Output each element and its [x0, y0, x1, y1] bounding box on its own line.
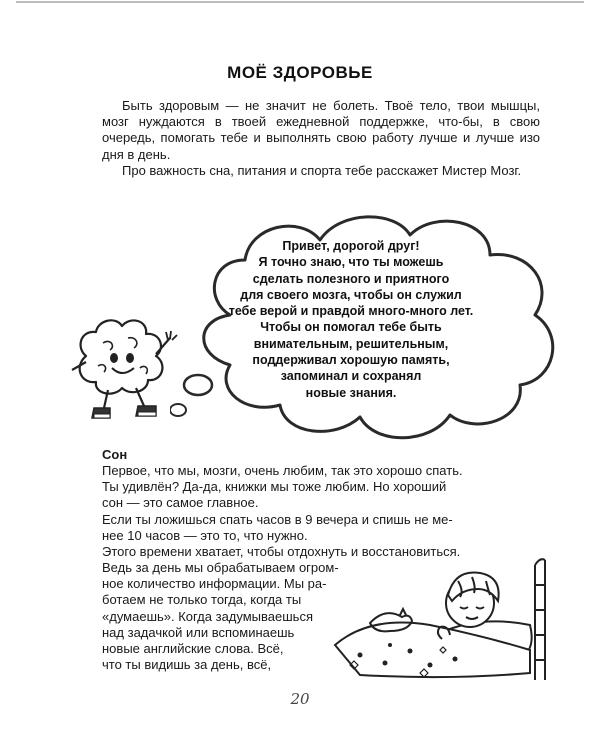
sleeping-girl-illustration [330, 555, 560, 685]
body-line: «думаешь». Когда задумываешься [102, 608, 313, 624]
speech-line: запоминал и сохранял [280, 369, 422, 384]
top-rule [16, 1, 584, 3]
body-line: ботаем не только тогда, когда ты [102, 592, 302, 608]
body-line: новые английские слова. Всё, [102, 641, 284, 657]
speech-line: новые знания. [305, 385, 397, 400]
section-heading-sleep: Сон [102, 447, 128, 462]
page-number: 20 [290, 690, 310, 708]
section-body-wrap [102, 560, 339, 673]
speech-line: поддерживал хорошую память, [252, 353, 450, 368]
speech-line: тебе верой и правдой много-много лет. [228, 304, 474, 319]
speech-line: для своего мозга, чтобы он служил [240, 287, 462, 302]
intro-paragraph-2: Про важность сна, питания и спорта тебе расскажет Мистер Мозг. [122, 163, 522, 178]
body-line: Этого времени хватает, чтобы отдохнуть и восстановиться. [102, 544, 461, 560]
body-line: Первое, что мы, мозги, очень любим, так это хорошо спать. [102, 463, 463, 478]
page-title: МОЁ ЗДОРОВЬЕ [227, 63, 373, 82]
speech-line: Чтобы он помогал тебе быть [260, 320, 442, 335]
speech-line: Я точно знаю, что ты можешь [258, 255, 444, 270]
body-line: сон — это самое главное. [102, 495, 259, 511]
body-line: над задачкой или вспоминаешь [102, 624, 295, 640]
body-line: что ты видишь за день, всё, [102, 657, 272, 673]
body-line: ное количество информации. Мы ра- [102, 576, 327, 592]
body-line: Если ты ложишься спать часов в 9 вечера и спишь не ме- [102, 511, 453, 527]
mister-brain-illustration [58, 308, 188, 428]
speech-line: сделать полезного и приятного [252, 271, 450, 286]
body-line: Ведь за день мы обрабатываем огром- [102, 560, 339, 575]
speech-bubble-text [196, 238, 506, 401]
body-line: нее 10 часов — это то, что нужно. [102, 527, 308, 543]
speech-line: внимательным, решительным, [253, 336, 449, 351]
body-line: Ты удивлён? Да-да, книжки мы тоже любим. Но хороший [102, 479, 447, 495]
section-body-top [102, 463, 542, 560]
intro-paragraph-1: Быть здоровым — не значит не болеть. Твоё тело, твои мышцы, мозг нуждаются в твоей ежедневной поддержке, что-бы, в свою очередь, помогать тебе и выполнять свою работу лучше и лучше изо дня в день. [102, 98, 540, 162]
speech-line: Привет, дорогой друг! [282, 239, 420, 253]
